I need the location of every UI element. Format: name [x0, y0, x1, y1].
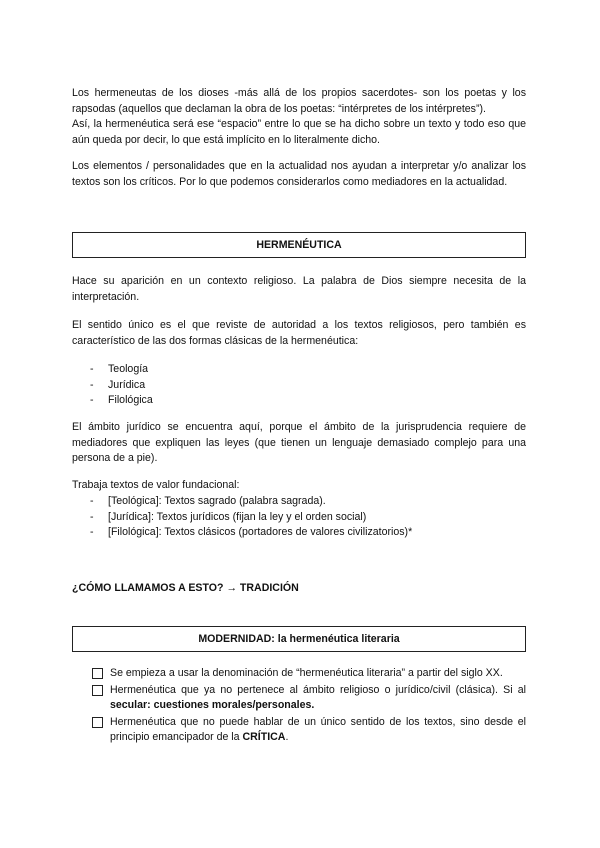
list-item: - [Teológica]: Textos sagrado (palabra sagrada). — [90, 495, 326, 507]
section1-paragraph-3: El ámbito jurídico se encuentra aquí, porque el ámbito de la jurisprudencia requiere de mediadores que expliquen las leyes (que tienen un lenguaje demasiado complejo para una persona de a pie). — [72, 421, 526, 464]
checkbox-icon — [92, 717, 103, 728]
section-title-hermeneutica: HERMENÉUTICA — [72, 232, 526, 258]
checklist-item: Se empieza a usar la denominación de “hermenéutica literaria” a partir del siglo XX. — [90, 666, 526, 682]
section-title-modernidad: MODERNIDAD: la hermenéutica literaria — [72, 626, 526, 652]
checklist-item: Hermenéutica que ya no pertenece al ámbito religioso o jurídico/civil (clásica). Si al secular: cuestiones morales/personales. — [90, 683, 526, 714]
list-item: - Filológica — [90, 394, 153, 406]
texts-list — [88, 494, 528, 541]
question-heading: ¿CÓMO LLAMAMOS A ESTO? → TRADICIÓN — [72, 582, 299, 594]
modernidad-checklist — [90, 666, 526, 747]
checkbox-icon — [92, 668, 103, 679]
intro-p1: Los hermeneutas de los dioses -más allá de los propios sacerdotes- son los poetas y los rapsodas (aquellos que declaman la obra de los poetas: “intérpretes de los intérpretes”). — [72, 87, 526, 115]
list-item: - [Filológica]: Textos clásicos (portadores de valores civilizatorios)* — [90, 526, 413, 538]
section1-paragraph-1: Hace su aparición en un contexto religioso. La palabra de Dios siempre necesita de la interpretación. — [72, 275, 526, 303]
intro-paragraph-2: Los elementos / personalidades que en la actualidad nos ayudan a interpretar y/o analizar los textos son los críticos. Por lo que podemos considerarlos como mediadores en la actualidad. — [72, 160, 526, 188]
intro-p2: Así, la hermenéutica será ese “espacio” entre lo que se ha dicho sobre un texto y todo eso que aún queda por decir, lo que está implícito en lo literalmente dicho. — [72, 118, 526, 146]
checkbox-icon — [92, 685, 103, 696]
forms-list — [88, 362, 528, 409]
intro-paragraph-1 — [72, 86, 526, 148]
list-item: - [Jurídica]: Textos jurídicos (fijan la ley y el orden social) — [90, 510, 367, 523]
list-item: - Teología — [90, 363, 149, 375]
section1-paragraph-2: El sentido único es el que reviste de autoridad a los textos religiosos, pero también es característico de las dos formas clásicas de la hermenéutica: — [72, 319, 526, 347]
list-item: - Jurídica — [90, 378, 146, 391]
section1-paragraph-4: Trabaja textos de valor fundacional: — [72, 479, 240, 491]
checklist-item: Hermenéutica que no puede hablar de un único sentido de los textos, sino desde el principio emancipador de la CRÍTICA. — [90, 715, 526, 746]
